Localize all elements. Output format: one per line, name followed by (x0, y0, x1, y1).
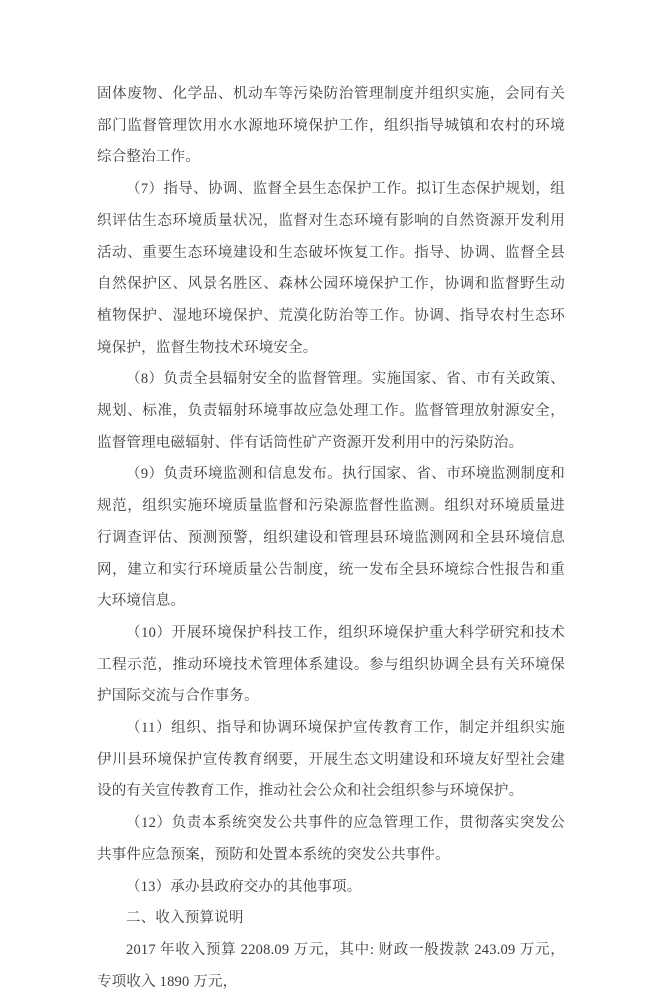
section-heading-income-budget: 二、收入预算说明 (126, 910, 244, 927)
paragraph-duty-10: （10）开展环境保护科技工作，组织环境保护重大科学研究和技术工程示范，推动环境技术管理体系建设。参与组织协调全县有关环境保护国际交流与合作事务。 (97, 624, 565, 705)
document-body (97, 79, 565, 998)
paragraph-duty-13: （13）承办县政府交办的其他事项。 (126, 878, 362, 895)
paragraph-duty-8: （8）负责全县辐射安全的监督管理。实施国家、省、市有关政策、规划、标准，负责辐射环境事故应急处理工作。监督管理放射源安全，监督管理电磁辐射、伴有话筒性矿产资源开发利用中的污染防治。 (97, 371, 565, 451)
paragraph-duty-6-continuation: 固体废物、化学品、机动车等污染防治管理制度并组织实施，会同有关部门监督管理饮用水水源地环境保护工作，组织指导城镇和农村的环境综合整治工作。 (97, 86, 565, 166)
paragraph-duty-11: （11）组织、指导和协调环境保护宣传教育工作，制定并组织实施伊川县环境保护宣传教育纲要，开展生态文明建设和环境友好型社会建设的有关宣传教育工作，推动社会公众和社会组织参与环境保护。 (97, 720, 565, 800)
paragraph-duty-9: （9）负责环境监测和信息发布。执行国家、省、市环境监测制度和规范，组织实施环境质量监督和污染源监督性监测。组织对环境质量进行调查评估、预测预警，组织建设和管理县环境监测网和全县环境信息网，建立和实行环境质量公告制度，统一发布全县环境综合性报告和重大环境信息。 (97, 466, 565, 610)
paragraph-duty-7: （7）指导、协调、监督全县生态保护工作。拟订生态保护规划，组织评估生态环境质量状况，监督对生态环境有影响的自然资源开发利用活动、重要生态环境建设和生态破坏恢复工作。指导、协调、监督全县自然保护区、风景名胜区、森林公园环境保护工作，协调和监督野生动植物保护、湿地环境保护、荒漠化防治等工作。协调、指导农村生态环境保护，监督生物技术环境安全。 (97, 181, 565, 356)
paragraph-income-budget-2017: 2017 年收入预算 2208.09 万元，其中: 财政一般拨款 243.09 万元，专项收入 1890 万元， (97, 941, 565, 990)
paragraph-duty-12: （12）负责本系统突发公共事件的应急管理工作，贯彻落实突发公共事件应急预案，预防和处置本系统的突发公共事件。 (97, 815, 565, 863)
